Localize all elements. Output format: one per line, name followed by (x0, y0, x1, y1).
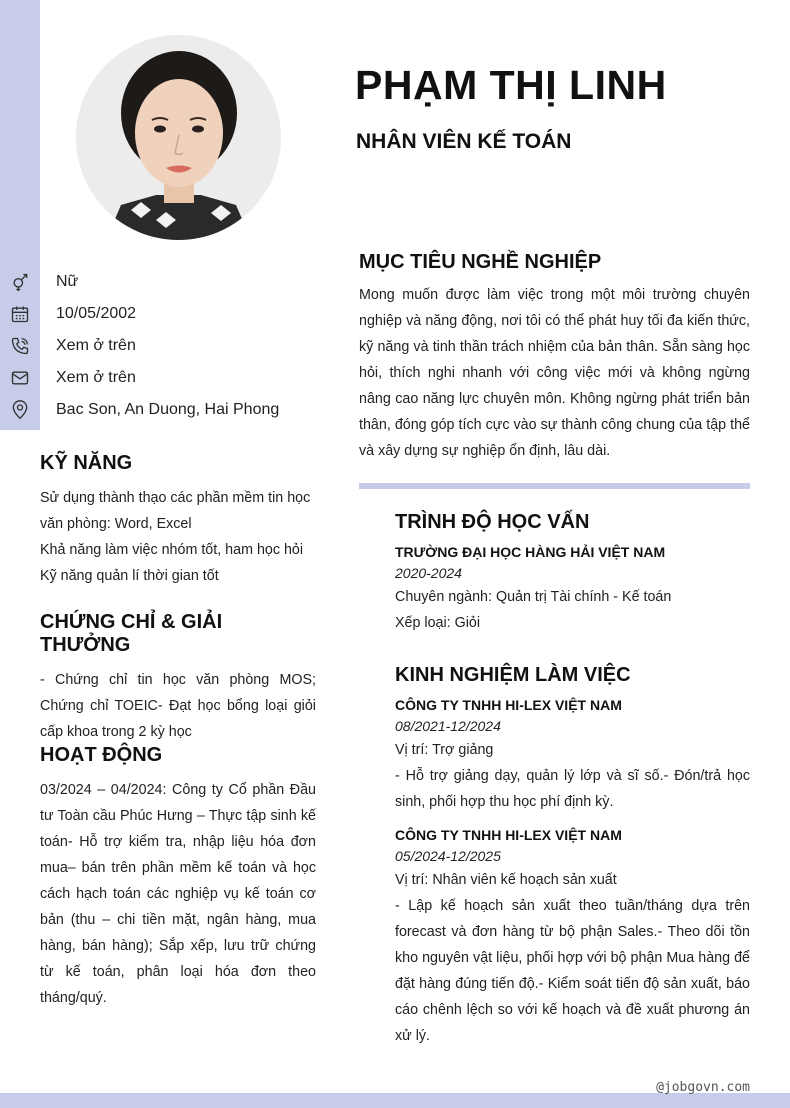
gender-value: Nữ (56, 273, 79, 290)
education-section (395, 511, 750, 636)
education-title: TRÌNH ĐỘ HỌC VẤN (395, 511, 590, 533)
job-period: 08/2021-12/2024 (395, 718, 501, 734)
skill-item: Sử dụng thành thạo các phần mềm tin học văn phòng: Word, Excel (40, 490, 311, 532)
section-divider (359, 483, 750, 489)
contact-item-email (0, 362, 330, 394)
objective-text: Mong muốn được làm việc trong một môi trường chuyên nghiệp và năng động, nơi tôi có thể phát huy tối đa kiến thức, kỹ năng và tinh thần trách nhiệm của bản thân. Sẵn sàng học hỏi, thích nghi nhanh với công việc mới và không ngừng nâng cao năng lực chuyên môn. Không ngừng phát triển bản thân, đóng góp tích cực vào sự thành công chung của tập thể và xây dựng sự nghiệp ổn định, lâu dài. (359, 287, 750, 459)
avatar (76, 35, 281, 240)
education-major: Chuyên ngành: Quản trị Tài chính - Kế toán (395, 589, 672, 605)
activities-section (40, 744, 316, 1011)
job-period: 05/2024-12/2025 (395, 848, 501, 864)
company-name: CÔNG TY TNHH HI-LEX VIỆT NAM (395, 827, 622, 843)
footer-accent-bar (0, 1093, 790, 1108)
activities-title: HOẠT ĐỘNG (40, 744, 163, 766)
education-period: 2020-2024 (395, 565, 462, 581)
gender-icon (0, 266, 40, 298)
job-description: - Lập kế hoạch sản xuất theo tuần/tháng dựa trên forecast và đơn hàng từ bộ phận Sales.- Theo dõi tồn kho nguyên vật liệu, phối hợp với bộ phận Mua hàng để đặt hàng đúng tiến độ.- Kiểm soát tiến độ sản xuất, báo cáo chênh lệch so với kế hoạch và đề xuất phương án xử lý. (395, 898, 750, 1044)
contact-item-gender (0, 266, 330, 298)
phone-icon (0, 330, 40, 362)
activities-text: 03/2024 – 04/2024: Công ty Cổ phần Đầu tư Toàn cầu Phúc Hưng – Thực tập sinh kế toán- Hỗ trợ kiểm tra, nhập liệu hóa đơn mua– bán trên phần mềm kế toán và học cách hạch toán các nghiệp vụ kế toán cơ bản (thu – chi tiền mặt, ngân hàng, mua hàng, bán hàng); Sắp xếp, lưu trữ chứng từ kế toán, phân loại hóa đơn theo tháng/quý. (40, 782, 316, 1006)
phone-value: Xem ở trên (56, 337, 136, 354)
job-role: Vị trí: Trợ giảng (395, 742, 494, 758)
experience-item (395, 827, 750, 1049)
objective-section (359, 251, 750, 464)
experience-title: KINH NGHIỆM LÀM VIỆC (395, 664, 631, 686)
email-value: Xem ở trên (56, 369, 136, 386)
contact-item-phone (0, 330, 330, 362)
birthday-value: 10/05/2002 (56, 305, 137, 322)
certificates-text: - Chứng chỉ tin học văn phòng MOS; Chứng chỉ TOEIC- Đạt học bổng loại giỏi cấp khoa trong 2 kỳ học (40, 672, 316, 740)
candidate-position: NHÂN VIÊN KẾ TOÁN (356, 130, 572, 153)
address-value: Bac Son, An Duong, Hai Phong (56, 401, 280, 418)
contact-item-birthday (0, 298, 330, 330)
candidate-name: PHẠM THỊ LINH (355, 62, 667, 108)
skill-item: Khả năng làm việc nhóm tốt, ham học hỏi (40, 542, 304, 558)
skill-item: Kỹ năng quản lí thời gian tốt (40, 568, 219, 584)
certificates-title: CHỨNG CHỈ & GIẢI THƯỞNG (40, 611, 223, 656)
contact-item-address (0, 394, 330, 426)
skills-title: KỸ NĂNG (40, 452, 133, 474)
skills-section (40, 452, 316, 589)
contact-list (0, 266, 330, 426)
certificates-section (40, 611, 316, 745)
location-icon (0, 394, 40, 426)
watermark: @jobgovn.com (656, 1080, 750, 1095)
company-name: CÔNG TY TNHH HI-LEX VIỆT NAM (395, 697, 622, 713)
portrait-image (76, 35, 281, 240)
education-grade: Xếp loại: Giỏi (395, 615, 481, 631)
job-description: - Hỗ trợ giảng dạy, quản lý lớp và sĩ số.- Đón/trả học sinh, phối hợp thu học phí định kỳ. (395, 768, 750, 810)
school-name: TRƯỜNG ĐẠI HỌC HÀNG HẢI VIỆT NAM (395, 544, 666, 560)
experience-item (395, 697, 750, 815)
objective-title: MỤC TIÊU NGHỀ NGHIỆP (359, 251, 602, 273)
experience-section (395, 664, 750, 1049)
calendar-icon (0, 298, 40, 330)
job-role: Vị trí: Nhân viên kế hoạch sản xuất (395, 872, 617, 888)
email-icon (0, 362, 40, 394)
